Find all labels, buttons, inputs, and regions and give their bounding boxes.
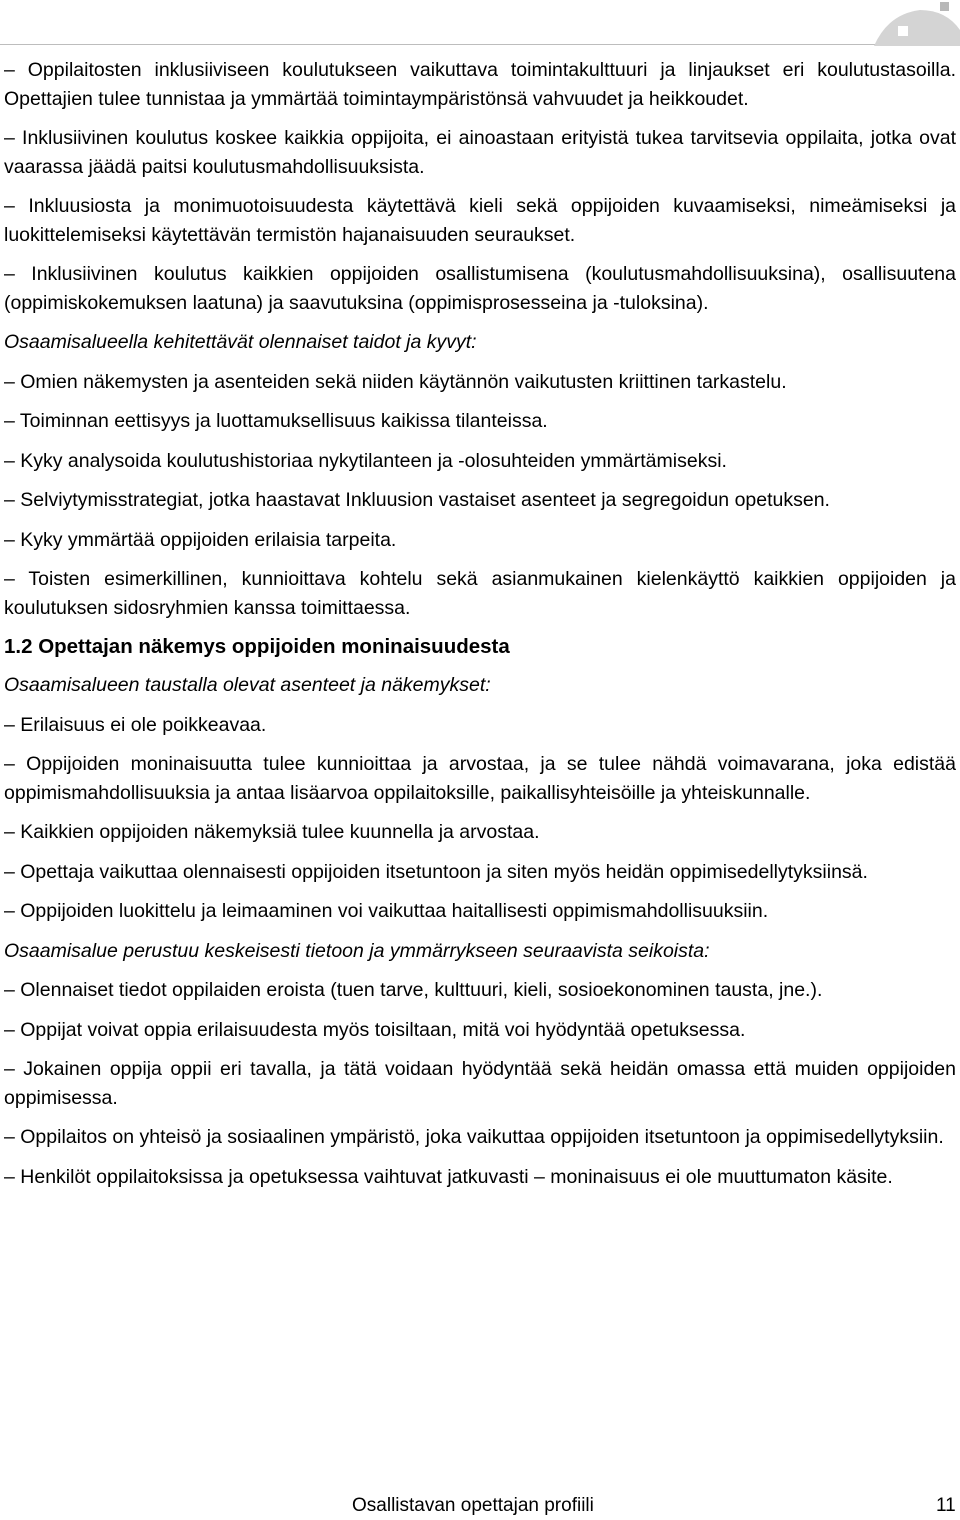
list-item: – Henkilöt oppilaitoksissa ja opetuksessa vaihtuvat jatkuvasti – moninaisuus ei ole muuttumaton käsite. [4,1165,893,1188]
list-item: – Oppilaitosten inklusiiviseen koulutukseen vaikuttava toimintakulttuuri ja linjaukset eri koulutustasoilla. Opettajien tulee tunnistaa ja ymmärtää toimintaympäristönsä vahvuudet ja heikkoudet. [4,59,956,110]
list-item: – Oppijoiden luokittelu ja leimaaminen voi vaikuttaa haitallisesti oppimismahdollisuuksiin. [4,900,769,922]
subsection-label: Osaamisalueen taustalla olevat asenteet ja näkemykset: [4,674,491,696]
list-item: – Inkluusiosta ja monimuotoisuudesta käytettävä kieli sekä oppijoiden kuvaamiseksi, nimeämiseksi ja luokittelemiseksi käytettävän termistön hajanaisuuden seuraukset. [4,195,956,246]
list-item: – Oppijat voivat oppia erilaisuudesta myös toisiltaan, mitä voi hyödyntää opetuksessa. [4,1018,746,1041]
list-item: – Kyky analysoida koulutushistoriaa nykytilanteen ja -olosuhteiden ymmärtämiseksi. [4,449,727,472]
subsection-label: Osaamisalueella kehitettävät olennaiset taidot ja kyvyt: [4,331,477,353]
list-item: – Toiminnan eettisyys ja luottamuksellisuus kaikissa tilanteissa. [4,410,548,432]
header-rule [0,44,880,45]
list-item: – Kaikkien oppijoiden näkemyksiä tulee kuunnella ja arvostaa. [4,821,540,843]
list-item: – Selviytymisstrategiat, jotka haastavat Inkluusion vastaiset asenteet ja segregoidun opetuksen. [4,489,830,511]
section-heading: 1.2 Opettajan näkemys oppijoiden moninaisuudesta [4,635,510,658]
list-item: – Erilaisuus ei ole poikkeavaa. [4,713,267,736]
list-item: – Oppilaitos on yhteisö ja sosiaalinen ympäristö, joka vaikuttaa oppijoiden itsetuntoon ja oppimisedellytyksiin. [4,1126,944,1148]
list-item: – Olennaiset tiedot oppilaiden eroista (tuen tarve, kulttuuri, kieli, sosioekonominen tausta, jne.). [4,979,823,1001]
list-item: – Jokainen oppija oppii eri tavalla, ja tätä voidaan hyödyntää sekä heidän omassa että muiden oppijoiden oppimisessa. [4,1058,956,1109]
list-item: – Opettaja vaikuttaa olennaisesti oppijoiden itsetuntoon ja siten myös heidän oppimisedellytyksiinsä. [4,860,868,883]
page-number: 11 [936,1495,956,1516]
document-body [4,56,956,1202]
list-item: – Inklusiivinen koulutus kaikkien oppijoiden osallistumisena (koulutusmahdollisuuksina), osallisuutena (oppimiskokemuksen laatuna) ja saavutuksina (oppimisprosesseina ja -tuloksina). [4,263,956,314]
list-item: – Omien näkemysten ja asenteiden sekä niiden käytännön vaikutusten kriittinen tarkastelu. [4,370,787,393]
house-logo-icon [868,0,960,48]
list-item: – Toisten esimerkillinen, kunnioittava kohtelu sekä asianmukainen kielenkäyttö kaikkien oppijoiden ja koulutuksen sidosryhmien kanssa toimittaessa. [4,568,956,619]
list-item: – Oppijoiden moninaisuutta tulee kunnioittaa ja arvostaa, ja se tulee nähdä voimavarana, joka edistää oppimismahdollisuuksia ja antaa lisäarvoa oppilaitoksille, paikallisyhteisöille ja yhteiskunnalle. [4,753,956,804]
list-item: – Kyky ymmärtää oppijoiden erilaisia tarpeita. [4,528,397,551]
subsection-label: Osaamisalue perustuu keskeisesti tietoon ja ymmärrykseen seuraavista seikoista: [4,939,710,962]
list-item: – Inklusiivinen koulutus koskee kaikkia oppijoita, ei ainoastaan erityistä tukea tarvitsevia oppilaita, jotka ovat vaarassa jäädä paitsi koulutusmahdollisuuksista. [4,127,956,178]
footer-title: Osallistavan opettajan profiili [352,1495,594,1516]
